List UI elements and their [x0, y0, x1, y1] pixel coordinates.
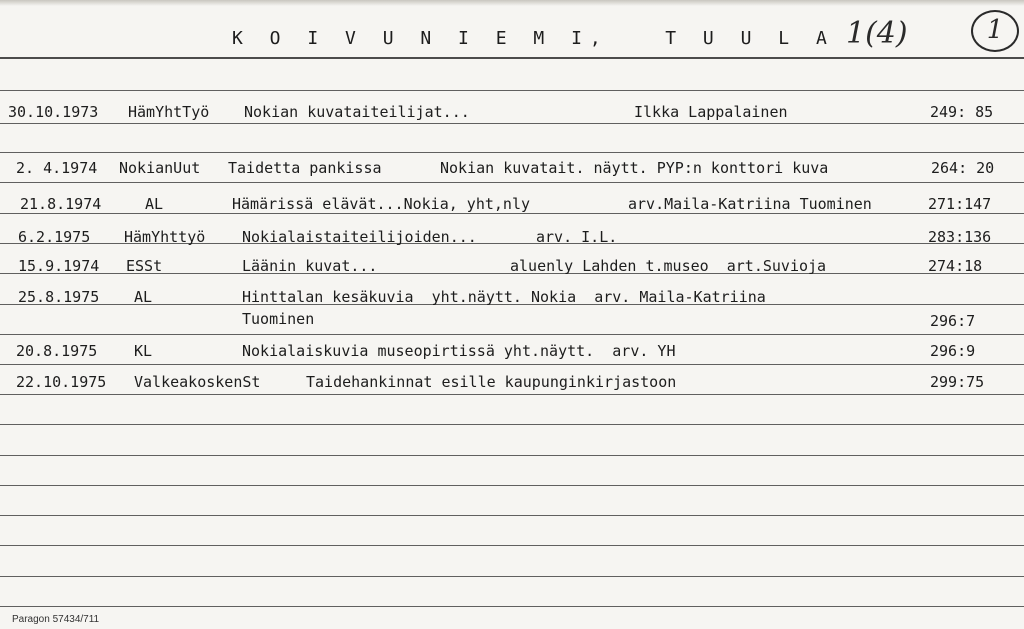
entry-ref: 283:136	[928, 228, 992, 246]
card-top-edge	[0, 0, 1024, 6]
card-entry	[0, 288, 1024, 312]
ruled-line	[0, 455, 1024, 456]
card-entry	[0, 257, 1024, 281]
entry-source: HämYhtTyö	[128, 103, 210, 121]
ruled-line	[0, 334, 1024, 335]
entry-ref: 274:18	[928, 257, 983, 275]
entry-date: 30.10.1973	[8, 103, 99, 121]
entry-note: arv. I.L.	[536, 228, 618, 246]
entry-source: AL	[134, 288, 153, 306]
entry-ref: 296:7	[930, 312, 976, 330]
card-entry	[0, 228, 1024, 252]
entry-source: ValkeakoskenSt	[134, 373, 261, 391]
circled-number: 1	[971, 10, 1019, 52]
entry-date: 20.8.1975	[16, 342, 98, 360]
card-entry	[0, 159, 1024, 183]
entry-title: Nokialaistaiteilijoiden...	[242, 228, 477, 246]
entry-title: Taidetta pankissa	[228, 159, 382, 177]
card-footer: Paragon 57434/711	[12, 614, 100, 625]
card-entry	[0, 103, 1024, 127]
entry-title: Hämärissä elävät...Nokia, yht,nly	[232, 195, 531, 213]
handwritten-page-note: 1(4)	[846, 16, 908, 51]
entry-continuation: Tuominen	[242, 310, 315, 328]
ruled-line	[0, 545, 1024, 546]
ruled-line	[0, 485, 1024, 486]
entry-note: Ilkka Lappalainen	[634, 103, 788, 121]
entry-ref: 264: 20	[931, 159, 995, 177]
entry-ref: 249: 85	[930, 103, 994, 121]
entry-title: Nokialaiskuvia museopirtissä yht.näytt. arv. YH	[242, 342, 676, 360]
entry-source: ESSt	[126, 257, 163, 275]
entry-note: Nokian kuvatait. näytt. PYP:n konttori kuva	[440, 159, 829, 177]
ruled-line	[0, 90, 1024, 91]
entry-ref: 299:75	[930, 373, 985, 391]
ruled-line	[0, 576, 1024, 577]
ruled-line	[0, 152, 1024, 153]
entry-note: arv.Maila-Katriina Tuominen	[628, 195, 872, 213]
ruled-line	[0, 424, 1024, 425]
entry-title: Hinttalan kesäkuvia yht.näytt. Nokia arv. Maila-Katriina	[242, 288, 766, 306]
entry-ref: 271:147	[928, 195, 992, 213]
entry-date: 21.8.1974	[20, 195, 102, 213]
entry-date: 22.10.1975	[16, 373, 107, 391]
entry-source: HämYhttyö	[124, 228, 206, 246]
card-title: K O I V U N I E M I, T U U L A	[232, 28, 835, 49]
entry-title: Taidehankinnat esille kaupunginkirjastoon	[306, 373, 677, 391]
entry-source: AL	[145, 195, 164, 213]
entry-date: 6.2.1975	[18, 228, 91, 246]
entry-date: 2. 4.1974	[16, 159, 98, 177]
card-entry	[0, 373, 1024, 397]
ruled-line	[0, 606, 1024, 607]
header-rule	[0, 57, 1024, 59]
entry-ref: 296:9	[930, 342, 976, 360]
ruled-line	[0, 515, 1024, 516]
card-entry	[0, 342, 1024, 366]
entry-title: Läänin kuvat...	[242, 257, 378, 275]
entry-source: KL	[134, 342, 153, 360]
entry-title: Nokian kuvataiteilijat...	[244, 103, 470, 121]
card-entry	[0, 195, 1024, 219]
entry-source: NokianUut	[119, 159, 201, 177]
entry-date: 15.9.1974	[18, 257, 100, 275]
entry-note: aluenly Lahden t.museo art.Suvioja	[510, 257, 827, 275]
entry-date: 25.8.1975	[18, 288, 100, 306]
